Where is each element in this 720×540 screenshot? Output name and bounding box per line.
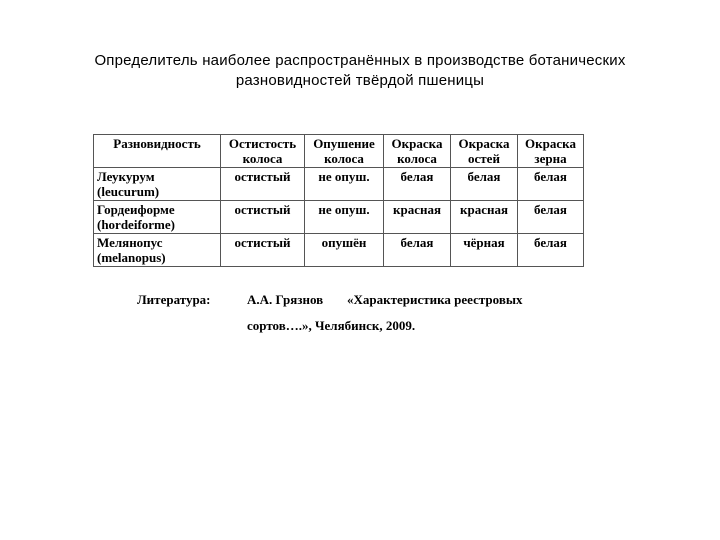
literature-title-part1: «Характеристика реестровых bbox=[347, 292, 523, 307]
table-cell: белая bbox=[518, 201, 584, 234]
varieties-table bbox=[93, 134, 584, 267]
header-spike-color: Окраска колоса bbox=[384, 135, 451, 168]
literature-label: Литература: bbox=[137, 292, 211, 307]
header-awnedness: Остистость колоса bbox=[221, 135, 305, 168]
header-grain-color: Окраска зерна bbox=[518, 135, 584, 168]
title-line-1: Определитель наиболее распространённых в производстве ботанических bbox=[94, 52, 626, 69]
table-cell: красная bbox=[384, 201, 451, 234]
table-cell: белая bbox=[384, 234, 451, 267]
table-row bbox=[94, 201, 584, 234]
page-title bbox=[20, 51, 700, 91]
table-cell: остистый bbox=[221, 201, 305, 234]
header-variety: Разновидность bbox=[94, 135, 221, 168]
table-cell: красная bbox=[451, 201, 518, 234]
header-pubescence: Опушение колоса bbox=[305, 135, 384, 168]
table-cell: остистый bbox=[221, 168, 305, 201]
table-row bbox=[94, 234, 584, 267]
table-cell: опушён bbox=[305, 234, 384, 267]
literature-title-part2: сортов….», Челябинск, 2009. bbox=[247, 318, 416, 333]
table-cell: чёрная bbox=[451, 234, 518, 267]
variety-cell: Леукурум (leucurum) bbox=[94, 168, 221, 201]
table-cell: остистый bbox=[221, 234, 305, 267]
table-cell: белая bbox=[384, 168, 451, 201]
table-cell: белая bbox=[451, 168, 518, 201]
header-awn-color: Окраска остей bbox=[451, 135, 518, 168]
table-cell: не опуш. bbox=[305, 201, 384, 234]
literature-author: А.А. Грязнов bbox=[247, 292, 324, 307]
variety-cell: Гордеиформе (hordeiforme) bbox=[94, 201, 221, 234]
table-row bbox=[94, 168, 584, 201]
table-header-row bbox=[94, 135, 584, 168]
table-cell: не опуш. bbox=[305, 168, 384, 201]
variety-cell: Мелянопус (melanopus) bbox=[94, 234, 221, 267]
title-line-2: разновидностей твёрдой пшеницы bbox=[235, 72, 485, 89]
table-cell: белая bbox=[518, 234, 584, 267]
table-cell: белая bbox=[518, 168, 584, 201]
